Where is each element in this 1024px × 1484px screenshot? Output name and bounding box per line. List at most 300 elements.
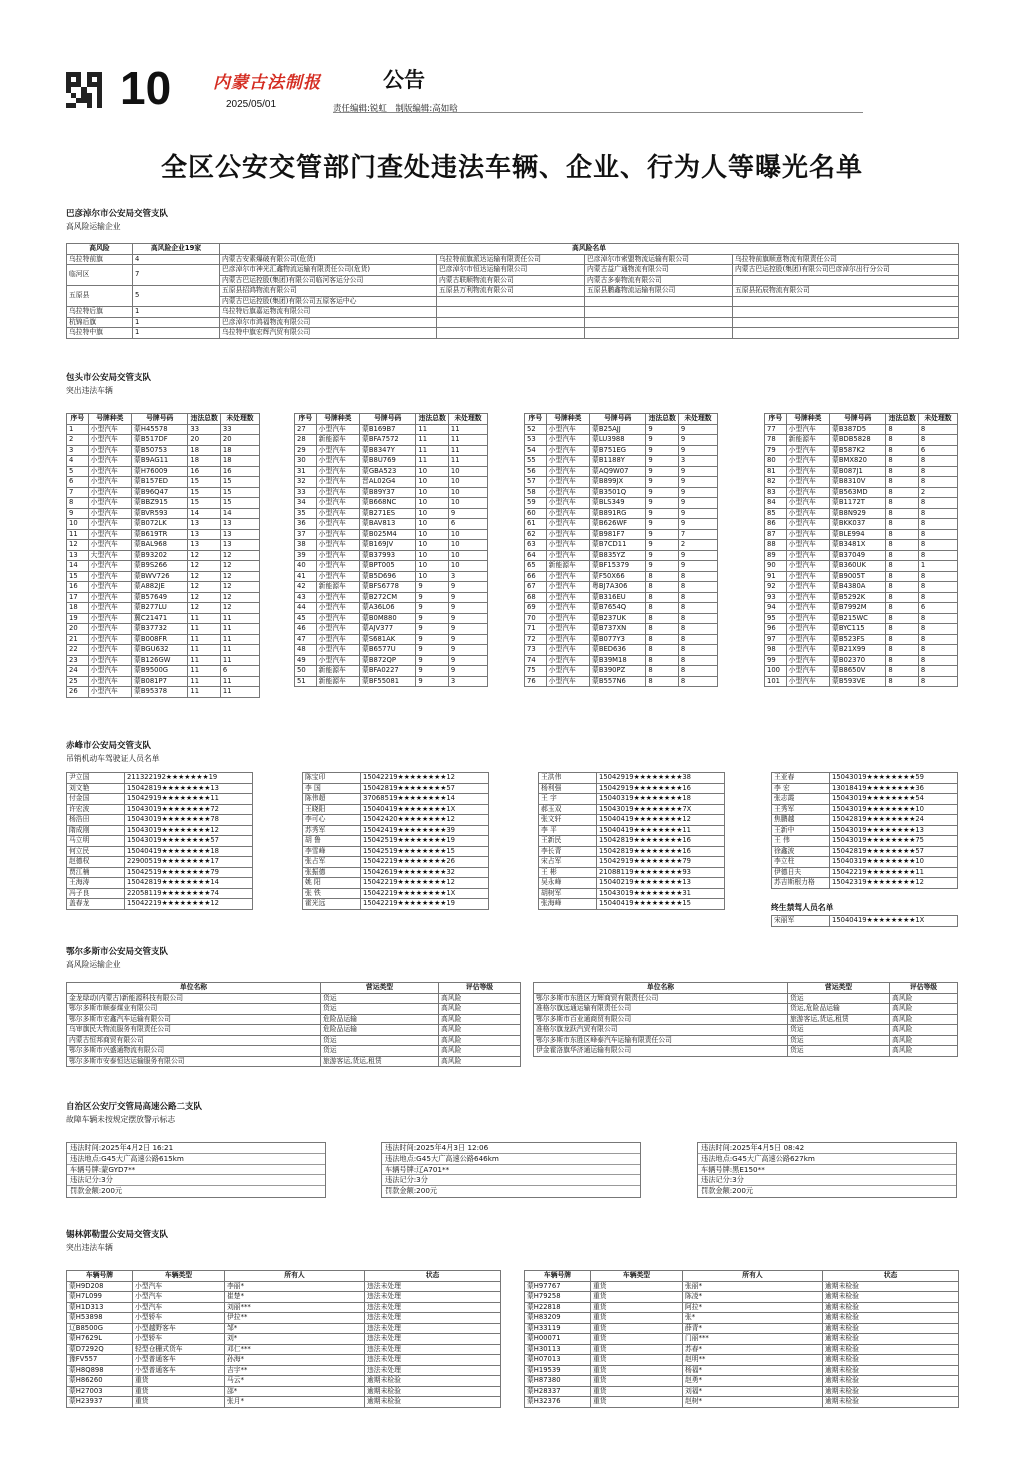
baotou-table: [294, 413, 488, 687]
editor-credits: 责任编辑:锐虹 制版编辑:高如晗: [333, 104, 458, 114]
table-cell: 63: [525, 540, 547, 551]
table-header: 所有人: [225, 1271, 365, 1282]
table-cell: 蒙B626WF: [590, 519, 646, 530]
table-cell: 13: [188, 540, 221, 551]
table-header: 违法总数: [416, 414, 449, 425]
table-cell: 97: [765, 634, 787, 645]
table-row: [765, 435, 958, 446]
table-row: [295, 550, 488, 561]
table-cell: 苏春*: [683, 1344, 823, 1355]
table-row: [772, 773, 958, 784]
table-cell: 小型汽车: [88, 571, 131, 582]
company-cell: 巴彦淖尔市鸿福物流有限公司: [220, 317, 437, 328]
table-cell: 10: [416, 571, 449, 582]
table-cell: 小型汽车: [88, 424, 131, 435]
table-cell: 9: [416, 624, 449, 635]
baotou-table: [764, 413, 958, 687]
ordos-table-right: [533, 982, 958, 1057]
table-cell: 蒙B95378: [132, 687, 188, 698]
table-row: [525, 1344, 959, 1355]
table-cell: 10: [448, 498, 487, 509]
table-cell: 1: [67, 424, 89, 435]
lifetime-ban-label: 终生禁驾人员名单: [771, 903, 834, 912]
table-cell: 9: [678, 519, 717, 530]
id-number: 15042519★★★★★★★★15: [361, 846, 489, 857]
table-row: [295, 645, 488, 656]
table-cell: 9: [416, 634, 449, 645]
table-cell: 蒙B215WC: [830, 613, 886, 624]
table-cell: 20: [220, 435, 259, 446]
table-cell: 蒙A882JE: [132, 582, 188, 593]
company-cell: [437, 296, 585, 307]
table-header: 评估等级: [439, 983, 521, 994]
table-cell: 11: [188, 666, 221, 677]
table-cell: 重货: [591, 1355, 683, 1366]
table-header: 车辆号牌: [525, 1271, 591, 1282]
table-cell: 蒙B072LK: [132, 519, 188, 530]
table-cell: 小型汽车: [786, 676, 829, 687]
table-row: [525, 1376, 959, 1387]
table-cell: 60: [525, 508, 547, 519]
table-cell: 小型普通客车: [133, 1365, 225, 1376]
person-name: 王 宇: [539, 794, 597, 805]
table-row: [539, 836, 725, 847]
table-cell: 轻型仓栅式货车: [133, 1344, 225, 1355]
table-row: [303, 773, 489, 784]
table-cell: 货运: [321, 1004, 439, 1015]
table-cell: 8: [678, 645, 717, 656]
table-cell: 9: [678, 508, 717, 519]
table-cell: 小型汽车: [316, 519, 359, 530]
id-number: 15042420★★★★★★★★12: [361, 815, 489, 826]
table-row: [772, 867, 958, 878]
table-cell: 8: [886, 529, 919, 540]
table-cell: 小型汽车: [546, 519, 589, 530]
table-cell: 违法未处理: [365, 1344, 501, 1355]
table-cell: 货运: [788, 1035, 890, 1046]
table-cell: 蒙B8N929: [830, 508, 886, 519]
table-row: [67, 1313, 501, 1324]
table-header: 号牌号码: [360, 414, 416, 425]
table-header: 号牌种类: [786, 414, 829, 425]
id-number: 15042219★★★★★★★★26: [361, 857, 489, 868]
person-name: 吴永峰: [539, 878, 597, 889]
table-cell: 逾期未检验: [823, 1313, 959, 1324]
table-cell: 高风险: [890, 1004, 958, 1015]
table-cell: 25: [67, 676, 89, 687]
table-cell: 11: [220, 676, 259, 687]
table-cell: 蒙B9S266: [132, 561, 188, 572]
table-cell: 重货: [591, 1302, 683, 1313]
xilingol-subtitle: 突出违法车辆: [66, 1243, 113, 1252]
table-row: [772, 794, 958, 805]
bayannur-subtitle: 高风险运输企业: [66, 222, 121, 231]
table-cell: 小型汽车: [546, 666, 589, 677]
company-cell: 内蒙古联顺物流有限公司: [437, 275, 585, 286]
table-cell: 小型汽车: [786, 634, 829, 645]
table-cell: 9: [416, 592, 449, 603]
table-cell: 蒙BGU632: [132, 645, 188, 656]
table-cell: 小型汽车: [88, 466, 131, 477]
table-cell: 伊拉**: [225, 1313, 365, 1324]
table-cell: 小型汽车: [88, 666, 131, 677]
table-cell: 29: [295, 445, 317, 456]
company-cell: 巴彦淖尔市索盟物流运输有限公司: [585, 254, 733, 265]
table-row: [534, 1046, 958, 1057]
table-cell: 小型汽车: [88, 445, 131, 456]
record-line: 车辆号牌:辽A701**: [382, 1165, 640, 1176]
table-cell: 逾期未检验: [365, 1386, 501, 1397]
table-cell: 11: [416, 445, 449, 456]
table-cell: 小型汽车: [316, 613, 359, 624]
table-cell: 14: [220, 508, 259, 519]
table-cell: 12: [188, 550, 221, 561]
record-line: 车辆号牌:黑E150**: [698, 1165, 956, 1176]
person-name: 李雪峰: [303, 846, 361, 857]
person-name: 苏秀军: [303, 825, 361, 836]
table-cell: 8: [678, 666, 717, 677]
table-cell: 8: [918, 508, 957, 519]
person-name: 王晓阳: [303, 804, 361, 815]
table-cell: 8: [886, 445, 919, 456]
table-cell: 101: [765, 676, 787, 687]
table-row: [525, 1334, 959, 1345]
record-line: 违法地点:G45大广高速公路646km: [382, 1154, 640, 1165]
table-cell: 小型汽车: [546, 634, 589, 645]
ordos-table-left: [66, 982, 521, 1067]
table-cell: 小型汽车: [88, 676, 131, 687]
table-cell: 9: [646, 508, 679, 519]
table-cell: 小型汽车: [546, 445, 589, 456]
table-cell: 伊金霍洛旗华济通运输有限公司: [534, 1046, 788, 1057]
table-cell: 小型汽车: [786, 445, 829, 456]
table-cell: 李丽*: [225, 1281, 365, 1292]
table-row: [67, 804, 253, 815]
table-header-row: [295, 414, 488, 425]
table-cell: 86: [765, 519, 787, 530]
table-cell: 鄂尔多斯市兴盛通物流有限公司: [67, 1046, 321, 1057]
table-header: 车辆类型: [591, 1271, 683, 1282]
table-cell: 59: [525, 498, 547, 509]
table-row: [539, 794, 725, 805]
table-cell: 8: [918, 634, 957, 645]
table-cell: 12: [220, 561, 259, 572]
company-cell: [585, 296, 733, 307]
table-cell: 36: [295, 519, 317, 530]
table-cell: 冀C21471: [132, 613, 188, 624]
table-cell: 小型汽车: [546, 529, 589, 540]
person-name: 刘文艳: [67, 783, 125, 794]
table-cell: 12: [220, 603, 259, 614]
table-header: 营运类型: [321, 983, 439, 994]
table-cell: 蒙B7992M: [830, 603, 886, 614]
table-row: [303, 804, 489, 815]
table-cell: 45: [295, 613, 317, 624]
table-cell: 72: [525, 634, 547, 645]
id-number: 15043019★★★★★★★★72: [125, 804, 253, 815]
table-cell: 蒙B8650V: [830, 666, 886, 677]
id-number: 15042219★★★★★★★★12: [361, 773, 489, 784]
table-cell: 危险品运输: [321, 1014, 439, 1025]
table-row: [525, 613, 718, 624]
table-cell: 11: [448, 424, 487, 435]
table-cell: 小型汽车: [546, 487, 589, 498]
company-cell: [585, 328, 733, 339]
table-cell: 4: [67, 456, 89, 467]
table-cell: 货运,危险品运输: [788, 1004, 890, 1015]
table-cell: 蒙H86260: [67, 1376, 133, 1387]
table-cell: 小型汽车: [316, 603, 359, 614]
table-row: [295, 603, 488, 614]
table-cell: 78: [765, 435, 787, 446]
person-name: 杨利强: [539, 783, 597, 794]
person-name: 冯子良: [67, 888, 125, 899]
table-cell: 8: [918, 666, 957, 677]
table-cell: 小型轿车: [133, 1334, 225, 1345]
xilingol-table-right: [524, 1270, 959, 1408]
table-cell: 蒙H1D313: [67, 1302, 133, 1313]
company-cell: 内蒙古巴运控股(集团)有限公司五原客运中心: [220, 296, 437, 307]
id-number: 15040219★★★★★★★★13: [597, 878, 725, 889]
table-cell: 小型汽车: [88, 645, 131, 656]
id-number: 15042919★★★★★★★★38: [597, 773, 725, 784]
table-cell: 8: [646, 571, 679, 582]
table-row: [67, 1323, 501, 1334]
table-cell: 蒙BAV813: [360, 519, 416, 530]
count-cell: 1: [133, 307, 220, 318]
table-cell: 11: [220, 645, 259, 656]
table-header: 违法总数: [886, 414, 919, 425]
chifeng-title: 赤峰市公安局交管支队: [66, 741, 152, 751]
person-name: 张志霞: [772, 794, 830, 805]
table-header: 序号: [295, 414, 317, 425]
table-row: [765, 613, 958, 624]
record-line: 违法时间:2025年4月2日 16:21: [67, 1143, 325, 1154]
table-row: [539, 867, 725, 878]
table-cell: 重货: [133, 1397, 225, 1408]
table-cell: 8: [678, 582, 717, 593]
person-name: 王 伟: [772, 836, 830, 847]
table-cell: 蒙B57649: [132, 592, 188, 603]
table-cell: 小型汽车: [786, 456, 829, 467]
table-cell: 逾期未检验: [823, 1302, 959, 1313]
id-number: 15043019★★★★★★★★31: [597, 888, 725, 899]
table-cell: 小型汽车: [546, 582, 589, 593]
table-cell: 68: [525, 592, 547, 603]
table-cell: 张丽*: [683, 1281, 823, 1292]
table-cell: 小型汽车: [786, 571, 829, 582]
xilingol-table-left: [66, 1270, 501, 1408]
table-cell: 9: [448, 655, 487, 666]
table-cell: 12: [188, 582, 221, 593]
table-cell: 8: [886, 550, 919, 561]
table-cell: 9: [646, 435, 679, 446]
table-cell: 蒙GBA523: [360, 466, 416, 477]
record-line: 违法地点:G45大广高速公路627km: [698, 1154, 956, 1165]
id-number: 15040419★★★★★★★★15: [597, 899, 725, 910]
table-cell: 11: [188, 624, 221, 635]
table-cell: 10: [448, 561, 487, 572]
company-cell: 乌拉特前旗派达运输有限责任公司: [437, 254, 585, 265]
table-cell: 蒙B8U769: [360, 456, 416, 467]
id-number: 15043019★★★★★★★★10: [830, 804, 958, 815]
table-row: [772, 804, 958, 815]
id-number: 15042819★★★★★★★★13: [125, 783, 253, 794]
table-row: [525, 1292, 959, 1303]
record-line: 违法时间:2025年4月5日 08:42: [698, 1143, 956, 1154]
table-row: [295, 529, 488, 540]
table-cell: 8: [886, 676, 919, 687]
table-cell: 蒙AJV377: [360, 624, 416, 635]
table-cell: 8: [646, 645, 679, 656]
table-row: [525, 1365, 959, 1376]
person-name: 宋丽军: [772, 916, 830, 927]
person-name: 李 宏: [772, 783, 830, 794]
table-row: [765, 529, 958, 540]
table-cell: 10: [448, 487, 487, 498]
table-cell: 8: [646, 624, 679, 635]
table-row: [67, 1344, 501, 1355]
table-row: [534, 1004, 958, 1015]
table-cell: 28: [295, 435, 317, 446]
person-name: 陈宝印: [303, 773, 361, 784]
table-cell: 9: [448, 592, 487, 603]
violation-record: [697, 1142, 957, 1198]
table-cell: 蒙BAL968: [132, 540, 188, 551]
table-row: [67, 1281, 501, 1292]
table-header: 状态: [823, 1271, 959, 1282]
table-cell: 鄂尔多斯市顺泰煤业有限公司: [67, 1004, 321, 1015]
company-cell: 内蒙古安素爆破有限公司(危货): [220, 254, 437, 265]
table-cell: 13: [220, 540, 259, 551]
table-row: [67, 424, 260, 435]
table-row: [525, 498, 718, 509]
table-header: 营运类型: [788, 983, 890, 994]
table-cell: 小型汽车: [88, 582, 131, 593]
table-cell: 蒙LU3988: [590, 435, 646, 446]
table-header: 车辆号牌: [67, 1271, 133, 1282]
table-cell: 小型汽车: [786, 561, 829, 572]
header-rule: [333, 112, 863, 113]
table-cell: 小型汽车: [316, 445, 359, 456]
table-cell: 蒙B9500G: [132, 666, 188, 677]
table-cell: 6: [918, 445, 957, 456]
table-cell: 9: [678, 477, 717, 488]
record-line: 违法记分:3分: [67, 1175, 325, 1186]
table-cell: 重货: [591, 1344, 683, 1355]
record-line: 违法地点:G45大广高速公路615km: [67, 1154, 325, 1165]
table-row: [765, 634, 958, 645]
table-cell: 90: [765, 561, 787, 572]
table-row: [525, 676, 718, 687]
table-cell: 11: [448, 445, 487, 456]
table-cell: 94: [765, 603, 787, 614]
table-cell: 小型汽车: [88, 508, 131, 519]
table-cell: 蒙H9D208: [67, 1281, 133, 1292]
table-cell: 蒙B587K2: [830, 445, 886, 456]
table-cell: 9: [646, 540, 679, 551]
table-cell: 重货: [133, 1376, 225, 1387]
table-cell: 42: [295, 582, 317, 593]
company-cell: [733, 328, 959, 339]
table-cell: 小型汽车: [786, 477, 829, 488]
highway-title: 自治区公安厅交管局高速公路二支队: [66, 1102, 203, 1112]
table-cell: 8: [918, 613, 957, 624]
table-cell: 8: [678, 624, 717, 635]
table-cell: 11: [67, 529, 89, 540]
table-cell: 蒙H00071: [525, 1334, 591, 1345]
table-cell: 蒙F50X66: [590, 571, 646, 582]
table-cell: 蒙B7CD11: [590, 540, 646, 551]
table-cell: 小型汽车: [786, 540, 829, 551]
baotou-subtitle: 突出违法车辆: [66, 386, 113, 395]
table-cell: 89: [765, 550, 787, 561]
table-row: [303, 846, 489, 857]
table-cell: 蒙B8310V: [830, 477, 886, 488]
table-header: 序号: [525, 414, 547, 425]
table-cell: 小型汽车: [133, 1292, 225, 1303]
table-cell: 35: [295, 508, 317, 519]
table-cell: 薛青*: [683, 1323, 823, 1334]
table-cell: 蒙B4380A: [830, 582, 886, 593]
id-number: 15040319★★★★★★★★18: [597, 794, 725, 805]
table-cell: 39: [295, 550, 317, 561]
table-cell: 小型汽车: [88, 624, 131, 635]
table-cell: 小型汽车: [316, 456, 359, 467]
id-number: 211322192★★★★★★★19: [125, 773, 253, 784]
table-cell: 22: [67, 645, 89, 656]
table-cell: 9: [448, 582, 487, 593]
table-cell: 蒙BBZ915: [132, 498, 188, 509]
table-cell: 蒙BDB5828: [830, 435, 886, 446]
person-name: 杨浩田: [67, 815, 125, 826]
table-cell: 10: [416, 529, 449, 540]
table-cell: 18: [220, 456, 259, 467]
table-cell: 鄂尔多斯市安泰恒达运输服务有限公司: [67, 1056, 321, 1067]
table-cell: 蒙BYC115: [830, 624, 886, 635]
table-row: [67, 899, 253, 910]
table-row: [67, 265, 959, 276]
table-cell: 8: [886, 666, 919, 677]
table-cell: 蒙B557N6: [590, 676, 646, 687]
table-cell: 赵勇*: [683, 1376, 823, 1387]
table-cell: 蒙B126GW: [132, 655, 188, 666]
table-cell: 小型汽车: [786, 655, 829, 666]
table-cell: 小型汽车: [316, 466, 359, 477]
table-header: 单位名称: [67, 983, 321, 994]
table-row: [765, 550, 958, 561]
table-row: [67, 561, 260, 572]
table-cell: 10: [416, 466, 449, 477]
region-cell: 乌拉特前旗: [67, 254, 133, 265]
id-number: 13018419★★★★★★★★36: [830, 783, 958, 794]
table-row: [67, 666, 260, 677]
table-row: [525, 1323, 959, 1334]
table-cell: 小型汽车: [316, 498, 359, 509]
table-cell: 8: [918, 540, 957, 551]
page-number: 10: [120, 62, 172, 114]
company-cell: 乌拉特前旗顺意物流有限责任公司: [733, 254, 959, 265]
table-cell: 小型汽车: [786, 666, 829, 677]
table-cell: 蒙BFS6778: [360, 582, 416, 593]
table-cell: 小型汽车: [546, 592, 589, 603]
table-cell: 79: [765, 445, 787, 456]
table-cell: 高风险: [890, 1035, 958, 1046]
table-cell: 9: [448, 613, 487, 624]
table-header: 评估等级: [890, 983, 958, 994]
table-cell: 10: [416, 498, 449, 509]
table-cell: 8: [918, 435, 957, 446]
